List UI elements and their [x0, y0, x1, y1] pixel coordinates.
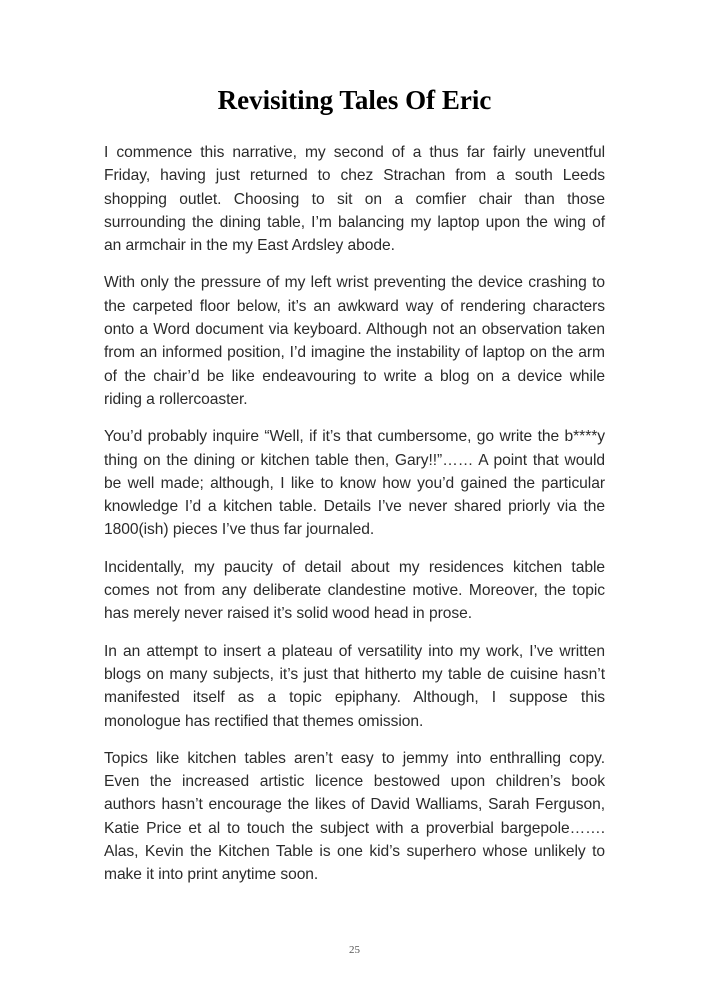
- page-title: Revisiting Tales Of Eric: [217, 85, 492, 115]
- paragraph-3: You’d probably inquire “Well, if it’s that cumbersome, go write the b****y thing on the dining or kitchen table then, Gary!!”…… A point that would be well made; although, I like to know how you’d gained the particular knowledge I’d a kitchen table. Details I’ve never shared priorly via the 1800(ish) pieces I’ve thus far journaled.: [104, 428, 605, 539]
- body-text: [104, 141, 605, 901]
- paragraph-1: I commence this narrative, my second of a thus far fairly uneventful Friday, having just returned to chez Strachan from a south Leeds shopping outlet. Choosing to sit on a comfier chair than those surrounding the dining table, I’m balancing my laptop upon the wing of an armchair in the my East Ardsley abode.: [104, 144, 605, 255]
- paragraph-4: Incidentally, my paucity of detail about my residences kitchen table comes not from any deliberate clandestine motive. Moreover, the topic has merely never raised it’s solid wood head in prose.: [104, 558, 605, 623]
- page-number: 25: [349, 944, 360, 956]
- paragraph-5: In an attempt to insert a plateau of versatility into my work, I’ve written blogs on many subjects, it’s just that hitherto my table de cuisine hasn’t manifested itself as a topic epiphany. Although, I suppose this monologue has rectified that themes omission.: [104, 642, 605, 730]
- paragraph-6: Topics like kitchen tables aren’t easy to jemmy into enthralling copy. Even the increased artistic licence bestowed upon children’s book authors hasn’t encourage the likes of David Walliams, Sarah Ferguson, Katie Price et al to touch the subject with a proverbial bargepole……. Alas, Kevin the Kitchen Table is one kid’s superhero whose unlikely to make it into print anytime soon.: [104, 749, 605, 884]
- paragraph-2: With only the pressure of my left wrist preventing the device crashing to the carpeted floor below, it’s an awkward way of rendering characters onto a Word document via keyboard. Although not an observation taken from an informed position, I’d imagine the instability of laptop on the arm of the chair’d be like endeavouring to write a blog on a device while riding a rollercoaster.: [104, 274, 605, 408]
